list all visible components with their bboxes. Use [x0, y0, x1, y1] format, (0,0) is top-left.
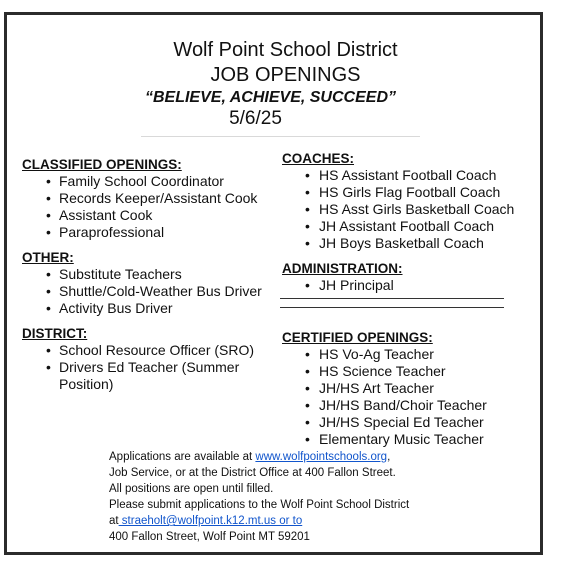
list-item: • HS Science Teacher	[282, 363, 532, 380]
list-item: • Assistant Cook	[22, 207, 280, 224]
list-item: • JH/HS Special Ed Teacher	[282, 414, 532, 431]
list-item: • School Resource Officer (SRO)	[22, 342, 280, 359]
footer-text: or to	[276, 515, 303, 527]
list-item: • Activity Bus Driver	[22, 300, 280, 317]
footer-line	[109, 513, 539, 529]
classified-openings-list	[22, 173, 280, 241]
certified-openings-heading: CERTIFIED OPENINGS:	[282, 330, 433, 345]
district-heading: DISTRICT:	[22, 326, 88, 341]
footer-line	[109, 449, 539, 465]
footer-text: Applications are available at	[109, 451, 256, 463]
other-heading: OTHER:	[22, 250, 74, 265]
posting-date: 5/6/25	[229, 108, 282, 129]
administration-list	[282, 277, 532, 294]
footer-text: at	[109, 515, 119, 527]
list-item: • HS Girls Flag Football Coach	[282, 184, 532, 201]
list-item: • HS Vo-Ag Teacher	[282, 346, 532, 363]
district-title: Wolf Point School District	[173, 39, 398, 61]
list-item: • Records Keeper/Assistant Cook	[22, 190, 280, 207]
district-list	[22, 342, 280, 393]
left-column	[22, 156, 280, 393]
footer-line: Job Service, or at the District Office at 400 Fallon Street.	[109, 467, 396, 479]
website-link[interactable]: www.wolfpointschools.org	[255, 451, 388, 463]
list-item: • JH/HS Art Teacher	[282, 380, 532, 397]
list-item: • Drivers Ed Teacher (Summer Position)	[22, 359, 280, 393]
footer-line: 400 Fallon Street, Wolf Point MT 59201	[109, 531, 310, 543]
list-item: • JH Assistant Football Coach	[282, 218, 532, 235]
footer-text: ,	[387, 451, 391, 463]
list-item: • HS Asst Girls Basketball Coach	[282, 201, 532, 218]
other-list	[22, 266, 280, 317]
email-link[interactable]: straeholt@wolfpoint.k12.mt.us	[118, 515, 277, 527]
section-divider	[280, 307, 504, 308]
right-column	[282, 150, 532, 448]
list-item: • Elementary Music Teacher	[282, 431, 532, 448]
footer-line: All positions are open until filled.	[109, 483, 274, 495]
header-divider	[141, 136, 420, 137]
coaches-list	[282, 167, 532, 252]
list-item: • JH Principal	[282, 277, 532, 294]
administration-heading: ADMINISTRATION:	[282, 261, 403, 276]
list-item: • JH Boys Basketball Coach	[282, 235, 532, 252]
certified-openings-list	[282, 346, 532, 448]
footer-line: Please submit applications to the Wolf Point School District	[109, 499, 410, 511]
motto: “BELIEVE, ACHIEVE, SUCCEED”	[144, 89, 396, 106]
list-item: • JH/HS Band/Choir Teacher	[282, 397, 532, 414]
coaches-heading: COACHES:	[282, 151, 355, 166]
application-info	[109, 449, 539, 545]
list-item: • Substitute Teachers	[22, 266, 280, 283]
list-item: • Family School Coordinator	[22, 173, 280, 190]
list-item: • Shuttle/Cold-Weather Bus Driver	[22, 283, 280, 300]
list-item: • HS Assistant Football Coach	[282, 167, 532, 184]
section-divider	[280, 298, 504, 299]
job-openings-heading: JOB OPENINGS	[210, 64, 361, 86]
classified-openings-heading: CLASSIFIED OPENINGS:	[22, 157, 182, 172]
list-item: • Paraprofessional	[22, 224, 280, 241]
